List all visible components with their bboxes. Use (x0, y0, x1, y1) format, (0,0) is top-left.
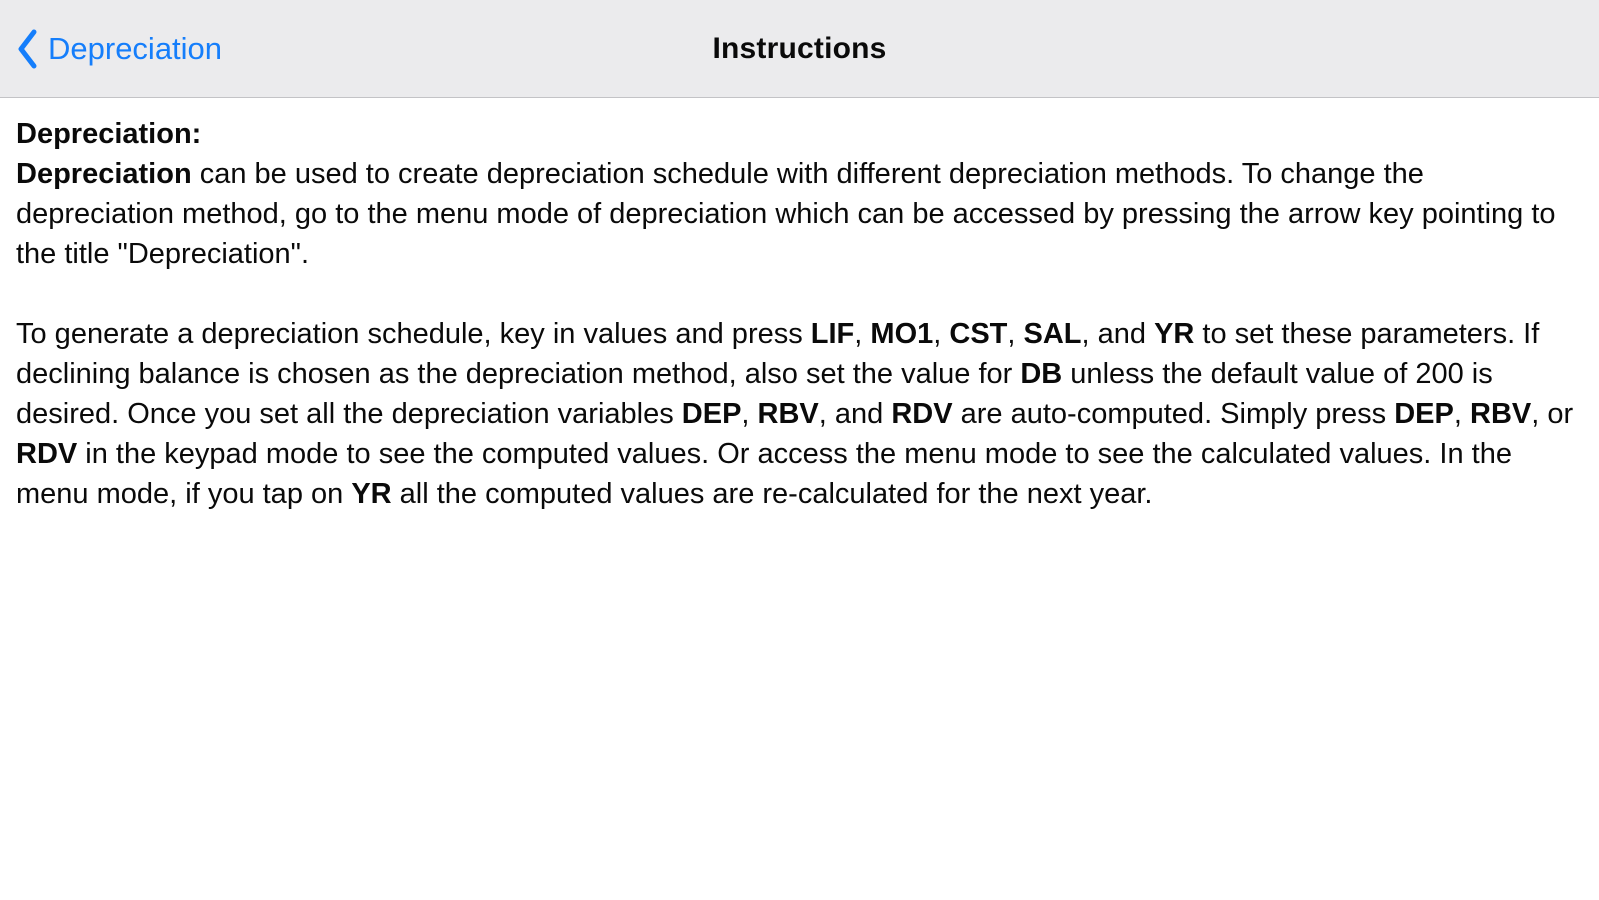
back-button[interactable] (14, 0, 222, 97)
page-title: Instructions (712, 31, 887, 65)
content-area (0, 98, 1599, 900)
navigation-bar (0, 0, 1599, 98)
instructions-paragraph-2: To generate a depreciation schedule, key in values and press LIF, MO1, CST, SAL, and YR to set these parameters. If declining balance is chosen as the depreciation method, also set the value for DB unless the default value of 200 is desired. Once you set all the depreciation variables DEP, RBV, and RDV are auto-computed. Simply press DEP, RBV, or RDV in the keypad mode to see the computed values. Or access the menu mode to see the calculated values. In the menu mode, if you tap on YR all the computed values are re-calculated for the next year. (16, 318, 1582, 510)
back-button-label: Depreciation (48, 30, 223, 66)
chevron-left-icon (14, 28, 40, 70)
instructions-paragraph-1: Depreciation: Depreciation can be used to create depreciation schedule with different depreciation methods. To change the depreciation method, go to the menu mode of depreciation which can be accessed by pressing the arrow key pointing to the title "Depreciation". (16, 118, 1564, 270)
